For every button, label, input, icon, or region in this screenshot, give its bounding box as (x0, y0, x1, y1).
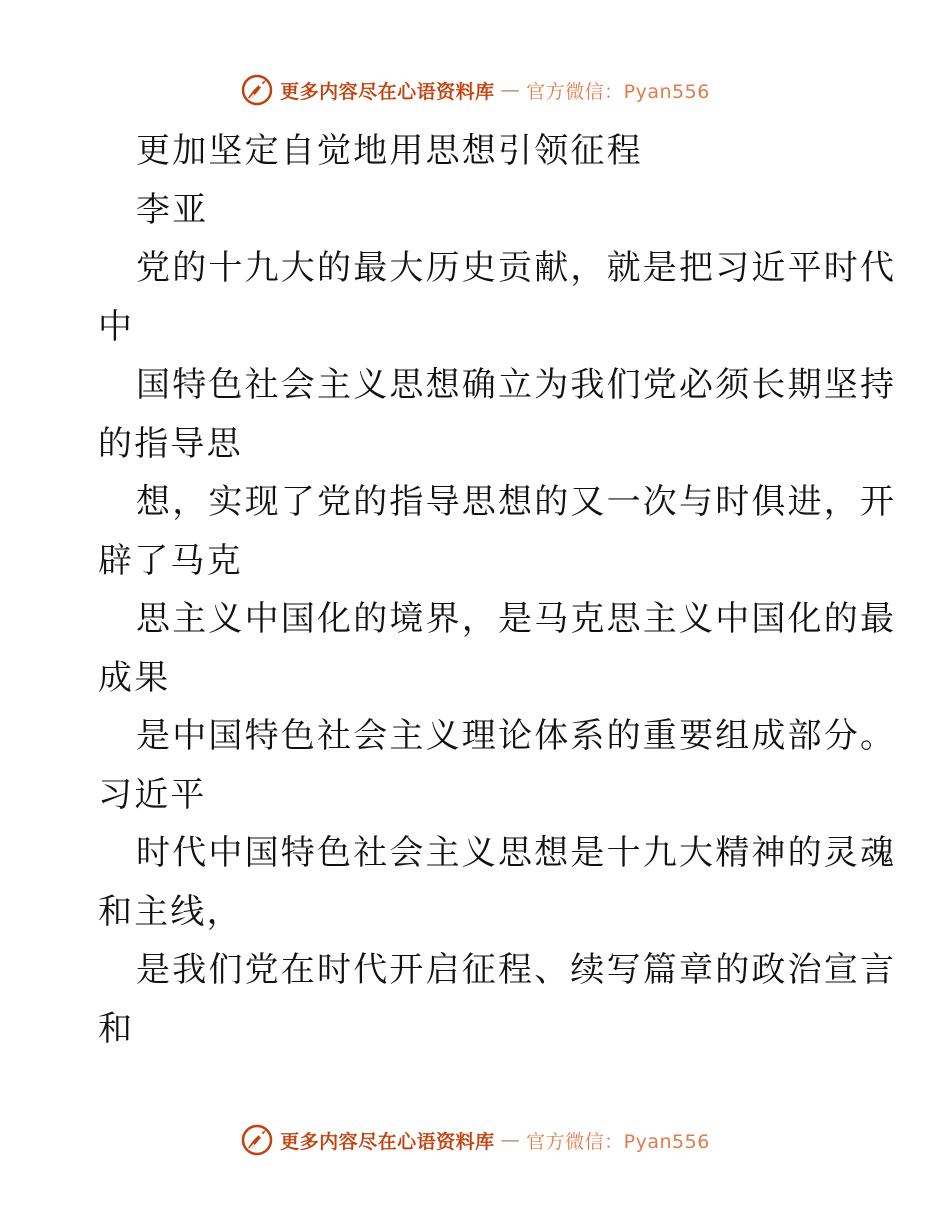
text-line: 是我们党在时代开启征程、续写篇章的政治宣言 (136, 950, 897, 990)
text-line: 时代中国特色社会主义思想是十九大精神的灵魂 (136, 833, 897, 873)
text-line: 中 (98, 306, 135, 347)
banner-wechat: 官方微信：Pyan556 (526, 80, 710, 103)
banner-wechat: 官方微信：Pyan556 (526, 1130, 710, 1153)
text-line: 想，实现了党的指导思想的又一次与时俱进，开 (136, 482, 897, 522)
text-line: 和 (98, 1008, 135, 1049)
banner-separator: — (500, 79, 521, 101)
text-line: 辟了马克 (98, 540, 243, 581)
quill-pen-icon (240, 1123, 274, 1157)
text-line: 李亚 (136, 189, 209, 230)
quill-pen-icon (240, 73, 274, 107)
text-line: 国特色社会主义思想确立为我们党必须长期坚持 (136, 365, 897, 405)
document-body (98, 122, 897, 1058)
banner-separator: — (500, 1129, 521, 1151)
text-line: 和主线， (98, 891, 243, 932)
banner-text: 更多内容尽在心语资料库 (280, 1130, 495, 1153)
text-line: 习近平 (98, 774, 207, 815)
banner-text: 更多内容尽在心语资料库 (280, 80, 495, 103)
footer-banner (0, 1120, 950, 1160)
text-line: 更加坚定自觉地用思想引领征程 (136, 131, 643, 171)
text-line: 是中国特色社会主义理论体系的重要组成部分。 (136, 716, 897, 756)
text-line: 党的十九大的最大历史贡献，就是把习近平时代 (136, 248, 897, 288)
text-line: 成果 (98, 657, 171, 698)
text-line: 思主义中国化的境界，是马克思主义中国化的最 (136, 599, 897, 639)
header-banner (0, 70, 950, 110)
text-line: 的指导思 (98, 423, 243, 464)
